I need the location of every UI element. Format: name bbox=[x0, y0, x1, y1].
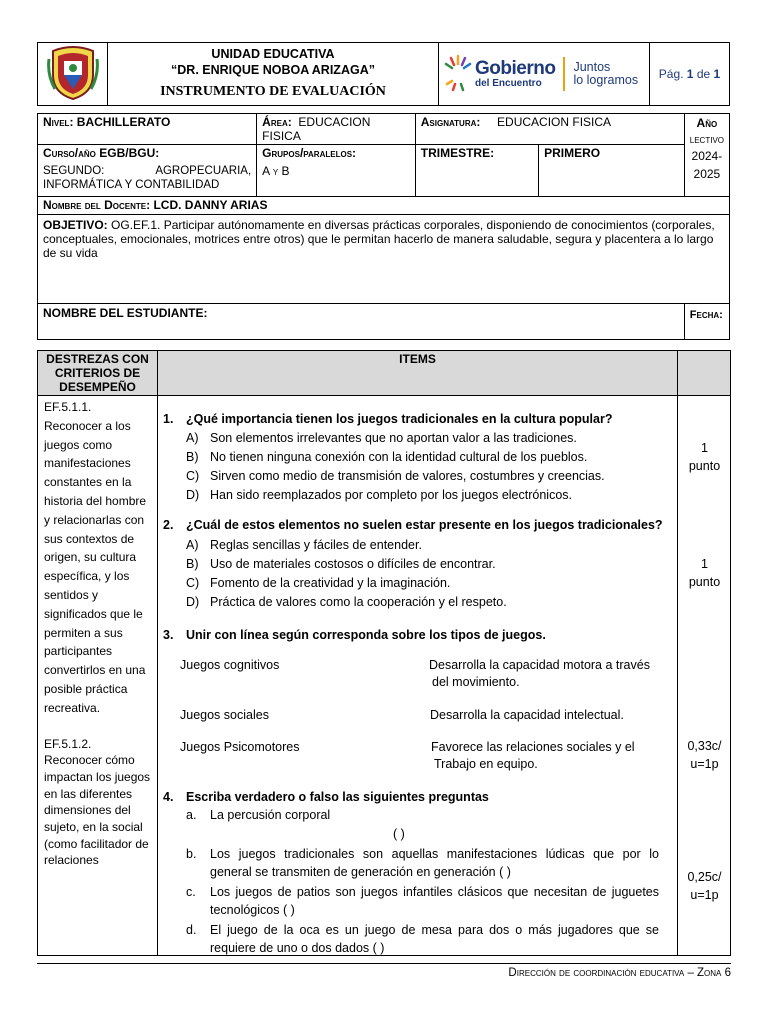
government-brand: Gobierno bbox=[475, 57, 556, 79]
trimestre-cell bbox=[415, 145, 538, 197]
grupos-b: B bbox=[281, 164, 290, 178]
question-4-text: Escriba verdadero o falso las siguientes preguntas bbox=[186, 790, 489, 804]
question-1-text: ¿Qué importancia tienen los juegos tradicionales en la cultura popular? bbox=[186, 412, 613, 426]
anio-label: Año bbox=[696, 116, 718, 130]
estudiante-cell bbox=[38, 304, 685, 340]
items-cell bbox=[158, 396, 678, 956]
question-4-number: 4. bbox=[163, 790, 174, 804]
area-cell bbox=[257, 114, 416, 145]
match-right-1b: del movimiento. bbox=[432, 675, 520, 689]
docente-label: Nombre del Docente: bbox=[43, 198, 151, 212]
score-q3-value: 0,33c/ bbox=[687, 739, 722, 753]
page-current: 1 bbox=[686, 67, 694, 81]
page-number-cell bbox=[650, 43, 730, 106]
nivel-value: BACHILLERATO bbox=[76, 115, 171, 129]
skills-column-header: DESTREZAS CON CRITERIOS DE DESEMPEÑO bbox=[38, 351, 158, 396]
lectivo-label: lectivo bbox=[689, 132, 724, 146]
government-slogan-1: Juntos bbox=[573, 60, 611, 74]
question-1-option-a-letter: A) bbox=[186, 431, 199, 445]
asignatura-label: Asignatura: bbox=[420, 115, 481, 129]
question-4-a-blank[interactable]: ( ) bbox=[393, 827, 405, 841]
match-right-3a: Favorece las relaciones sociales y el bbox=[431, 740, 635, 754]
question-1-option-d-letter: D) bbox=[186, 488, 200, 502]
match-right-1a: Desarrolla la capacidad motora a través bbox=[429, 658, 650, 672]
nivel-label: Nivel: bbox=[43, 115, 74, 129]
question-2-option-b: Uso de materiales costosos o difíciles de encontrar. bbox=[210, 557, 496, 571]
score-q4-unit: u=1p bbox=[690, 888, 719, 902]
fecha-label: Fecha: bbox=[689, 309, 723, 321]
score-column-header bbox=[678, 351, 731, 396]
skill-2-text: Reconocer cómo impactan los juegos en las diferentes dimensiones del sujeto, en la social (como facilitador de relaciones bbox=[44, 753, 151, 868]
question-4-b-line1: Los juegos tradicionales son aquellas manifestaciones lúdicas que por lo bbox=[210, 847, 659, 861]
curso-cell bbox=[38, 145, 257, 197]
docente-cell bbox=[38, 197, 730, 215]
question-1-option-b-letter: B) bbox=[186, 450, 199, 464]
question-2-option-a: Reglas sencillas y fáciles de entender. bbox=[210, 538, 422, 552]
asignatura-cell bbox=[415, 114, 684, 145]
question-1-number: 1. bbox=[163, 412, 174, 426]
anio-lectivo-cell bbox=[684, 114, 729, 197]
grupos-a: A bbox=[262, 164, 270, 178]
area-value: EDUCACION FISICA bbox=[262, 115, 371, 143]
match-left-2: Juegos sociales bbox=[180, 708, 269, 722]
question-2-option-c: Fomento de la creatividad y la imaginación. bbox=[210, 576, 451, 590]
page-prefix: Pág. bbox=[658, 67, 684, 81]
school-type: UNIDAD EDUCATIVA bbox=[211, 47, 335, 61]
question-4-a-letter: a. bbox=[186, 808, 197, 822]
school-name-cell bbox=[108, 43, 439, 106]
question-2-option-d-letter: D) bbox=[186, 595, 200, 609]
question-2-option-b-letter: B) bbox=[186, 557, 199, 571]
government-sunburst-icon bbox=[443, 54, 473, 94]
government-logo-cell bbox=[439, 43, 650, 106]
score-q1-unit: punto bbox=[688, 459, 721, 473]
asignatura-value: EDUCACION FISICA bbox=[497, 115, 612, 129]
footer-divider bbox=[37, 963, 731, 964]
question-4-d-line2: requiere de uno o dos dados ( ) bbox=[210, 941, 385, 955]
question-4-c-line2: tecnológicos ( ) bbox=[210, 903, 295, 917]
score-cell bbox=[678, 396, 731, 956]
objetivo-label: OBJETIVO: bbox=[43, 218, 108, 232]
question-2-option-d: Práctica de valores como la cooperación y el respeto. bbox=[210, 595, 507, 609]
curso-value-1: SEGUNDO: bbox=[43, 165, 105, 177]
question-4-c-line1: Los juegos de patios son juegos infantiles clásicos que necesitan de juguetes bbox=[210, 885, 659, 899]
evaluation-items-table bbox=[37, 350, 731, 956]
score-q2-value: 1 bbox=[701, 557, 708, 571]
nivel-cell bbox=[38, 114, 257, 145]
question-4-d-line1: El juego de la oca es un juego de mesa para dos o más jugadores que se bbox=[210, 923, 659, 937]
match-left-3: Juegos Psicomotores bbox=[180, 740, 300, 754]
question-2-option-a-letter: A) bbox=[186, 538, 199, 552]
estudiante-label: NOMBRE DEL ESTUDIANTE: bbox=[43, 306, 208, 320]
question-3-number: 3. bbox=[163, 628, 174, 642]
school-crest-icon bbox=[47, 45, 99, 101]
question-1-option-c: Sirven como medio de transmisión de valores, costumbres y creencias. bbox=[210, 469, 605, 483]
skills-cell bbox=[38, 396, 158, 956]
trimestre-value: PRIMERO bbox=[544, 146, 601, 160]
course-info-table bbox=[37, 113, 730, 340]
trimestre-value-cell bbox=[539, 145, 685, 197]
page-total: 1 bbox=[713, 67, 721, 81]
items-column-header: ITEMS bbox=[158, 351, 678, 396]
question-3-text: Unir con línea según corresponda sobre los tipos de juegos. bbox=[186, 628, 546, 642]
school-logo-cell bbox=[38, 43, 108, 106]
anio-value: 2024-2025 bbox=[691, 149, 723, 181]
score-q3-unit: u=1p bbox=[690, 757, 719, 771]
curso-value-3: INFORMÁTICA Y CONTABILIDAD bbox=[43, 179, 220, 191]
document-header bbox=[37, 42, 730, 106]
question-4-b-line2: general se transmiten de generación en generación ( ) bbox=[210, 865, 511, 879]
grupos-label: Grupos/paralelos: bbox=[262, 146, 357, 160]
page-separator: de bbox=[696, 67, 711, 81]
fecha-cell bbox=[684, 304, 729, 340]
objetivo-text: OG.EF.1. Participar autónomamente en diversas prácticas corporales, disponiendo de conocimientos (corporales, conceptuales, emocionales, motrices entre otros) que le permitan hacerlo de manera saludable, segura y placentera a lo largo de su vida bbox=[43, 218, 715, 260]
document-title: INSTRUMENTO DE EVALUACIÓN bbox=[160, 84, 386, 99]
question-4-a-text: La percusión corporal bbox=[210, 808, 331, 822]
match-right-2: Desarrolla la capacidad intelectual. bbox=[430, 708, 624, 722]
question-4-c-letter: c. bbox=[186, 885, 196, 899]
match-left-1: Juegos cognitivos bbox=[180, 658, 280, 672]
school-name: “DR. ENRIQUE NOBOA ARIZAGA” bbox=[171, 63, 375, 77]
question-1-option-d: Han sido reemplazados por completo por los juegos electrónicos. bbox=[210, 488, 572, 502]
trimestre-label: TRIMESTRE: bbox=[420, 146, 495, 160]
grupos-y: y bbox=[272, 164, 279, 178]
question-1-option-a: Son elementos irrelevantes que no aportan valor a las tradiciones. bbox=[210, 431, 577, 445]
objetivo-cell bbox=[38, 215, 730, 304]
curso-value-2: AGROPECUARIA, bbox=[155, 165, 252, 177]
question-4-b-letter: b. bbox=[186, 847, 197, 861]
skill-1-text: Reconocer a los juegos como manifestaciones constantes en la historia del hombre y relacionarlas con sus contextos de origen, su cultura específica, y los sentidos y significados que le permiten a sus participantes convertirlos en una posible práctica recreativa. bbox=[44, 418, 147, 715]
question-2-option-c-letter: C) bbox=[186, 576, 200, 590]
curso-label: Curso/año EGB/BGU: bbox=[43, 146, 160, 160]
question-1-option-c-letter: C) bbox=[186, 469, 200, 483]
question-2-text: ¿Cuál de estos elementos no suelen estar presente en los juegos tradicionales? bbox=[186, 518, 663, 532]
question-1-option-b: No tienen ninguna conexión con la identidad cultural de los pueblos. bbox=[210, 450, 588, 464]
score-q2-unit: punto bbox=[688, 575, 721, 589]
score-q4-value: 0,25c/ bbox=[687, 870, 722, 884]
area-label: Área: bbox=[262, 115, 292, 129]
match-right-3b: Trabajo en equipo. bbox=[434, 757, 538, 771]
brand-divider bbox=[563, 57, 565, 91]
skill-2-code: EF.5.1.2. bbox=[44, 736, 92, 751]
skill-1-code: EF.5.1.1. bbox=[44, 400, 92, 414]
government-slogan-2: lo logramos bbox=[573, 73, 639, 87]
grupos-cell bbox=[257, 145, 416, 197]
question-4-d-letter: d. bbox=[186, 923, 197, 937]
government-brand-sub: del Encuentro bbox=[475, 77, 542, 89]
footer-text: Dirección de coordinación educativa – Zona 6 bbox=[508, 967, 731, 979]
question-2-number: 2. bbox=[163, 518, 174, 532]
docente-value: LCD. DANNY ARIAS bbox=[153, 198, 268, 212]
score-q1-value: 1 bbox=[701, 441, 708, 455]
